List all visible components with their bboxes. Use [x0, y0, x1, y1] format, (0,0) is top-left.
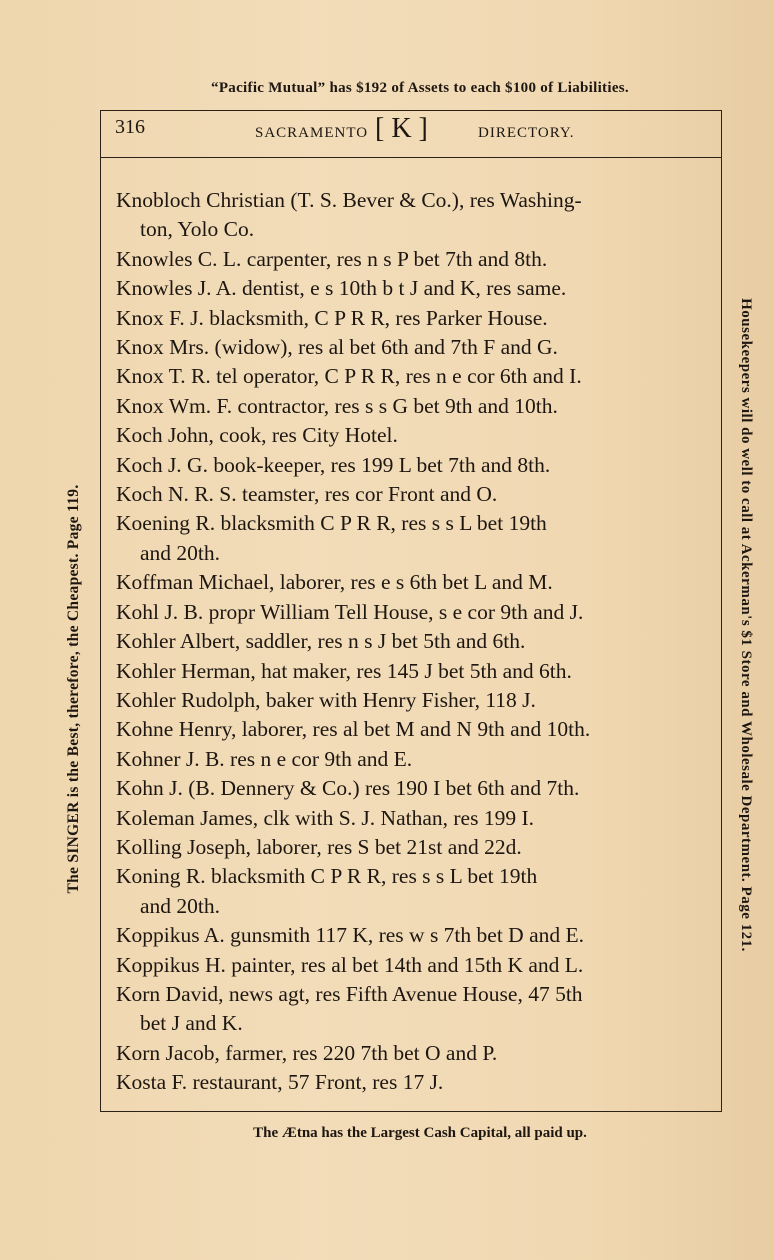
directory-entry [116, 804, 716, 833]
entry-continuation-line: and 20th. [140, 540, 221, 565]
entry-continuation-line: and 20th. [140, 893, 221, 918]
entry-line: Kohler Albert, saddler, res n s J bet 5th and 6th. [116, 629, 526, 654]
directory-entry [116, 362, 716, 391]
entry-line: Kosta F. restaurant, 57 Front, res 17 J. [116, 1070, 444, 1095]
directory-entry [116, 1068, 716, 1097]
header-rule [100, 157, 722, 158]
entry-line: Koch N. R. S. teamster, res cor Front and O. [116, 482, 498, 507]
directory-entry [116, 627, 716, 656]
directory-entry [116, 392, 716, 421]
entry-continuation-line: ton, Yolo Co. [140, 217, 255, 242]
directory-entry [116, 186, 716, 245]
directory-entry [116, 304, 716, 333]
directory-entry [116, 451, 716, 480]
entry-line: Kohler Herman, hat maker, res 145 J bet 5th and 6th. [116, 658, 572, 683]
entry-line: Kohler Rudolph, baker with Henry Fisher, 118 J. [116, 687, 536, 712]
entry-line: Knowles J. A. dentist, e s 10th b t J and K, res same. [116, 276, 567, 301]
entry-continuation-line: bet J and K. [140, 1011, 243, 1036]
entry-line: Knox Mrs. (widow), res al bet 6th and 7th F and G. [116, 335, 558, 360]
entry-line: Koch J. G. book-keeper, res 199 L bet 7th and 8th. [116, 452, 551, 477]
directory-entry [116, 421, 716, 450]
entry-line: Kohner J. B. res n e cor 9th and E. [116, 746, 413, 771]
directory-entry [116, 951, 716, 980]
directory-entry [116, 921, 716, 950]
entry-line: Kohl J. B. propr William Tell House, s e cor 9th and J. [116, 599, 584, 624]
bottom-advertisement: The Ætna has the Largest Cash Capital, all paid up. [253, 1125, 587, 1141]
directory-entry [116, 862, 716, 921]
entry-line: Knobloch Christian (T. S. Bever & Co.), res Washing- [116, 188, 582, 212]
entry-line: Knowles C. L. carpenter, res n s P bet 7th and 8th. [116, 246, 548, 271]
directory-entry [116, 657, 716, 686]
entry-line: Korn David, news agt, res Fifth Avenue House, 47 5th [116, 981, 583, 1006]
directory-entry [116, 980, 716, 1039]
entry-line: Koleman James, clk with S. J. Nathan, res 199 I. [116, 805, 534, 830]
header-city: SACRAMENTO [255, 125, 369, 141]
directory-entry [116, 509, 716, 568]
header-letter: [ K ] [375, 113, 428, 144]
entry-line: Kohne Henry, laborer, res al bet M and N 9th and 10th. [116, 717, 591, 742]
directory-entry [116, 686, 716, 715]
directory-entry [116, 1039, 716, 1068]
entry-line: Knox F. J. blacksmith, C P R R, res Parker House. [116, 305, 548, 330]
entry-line: Koppikus H. painter, res al bet 14th and 15th K and L. [116, 952, 584, 977]
directory-entry [116, 245, 716, 274]
directory-entry [116, 568, 716, 597]
directory-entry [116, 333, 716, 362]
top-advertisement: “Pacific Mutual” has $192 of Assets to each $100 of Liabilities. [211, 80, 629, 96]
entry-line: Korn Jacob, farmer, res 220 7th bet O and P. [116, 1040, 498, 1065]
entry-line: Knox T. R. tel operator, C P R R, res n e cor 6th and I. [116, 364, 582, 389]
page-number: 316 [115, 116, 145, 138]
directory-entries [116, 186, 716, 1098]
entry-line: Koning R. blacksmith C P R R, res s s L bet 19th [116, 864, 538, 889]
directory-entry [116, 745, 716, 774]
entry-line: Koch John, cook, res City Hotel. [116, 423, 398, 448]
directory-entry [116, 480, 716, 509]
directory-entry [116, 715, 716, 744]
entry-line: Knox Wm. F. contractor, res s s G bet 9th and 10th. [116, 393, 558, 418]
header-directory: DIRECTORY. [478, 125, 575, 141]
entry-line: Koffman Michael, laborer, res e s 6th bet L and M. [116, 570, 553, 595]
left-advertisement: The SINGER is the Best, therefore, the Cheapest. Page 119. [65, 484, 82, 894]
entry-line: Kohn J. (B. Dennery & Co.) res 190 I bet 6th and 7th. [116, 776, 580, 801]
directory-entry [116, 598, 716, 627]
directory-entry [116, 833, 716, 862]
entry-line: Kolling Joseph, laborer, res S bet 21st and 22d. [116, 834, 522, 859]
right-advertisement: Housekeepers will do well to call at Ackerman's $1 Store and Wholesale Department. Page 121. [738, 298, 754, 952]
entry-line: Koening R. blacksmith C P R R, res s s L bet 19th [116, 511, 547, 536]
directory-entry [116, 774, 716, 803]
directory-entry [116, 274, 716, 303]
entry-line: Koppikus A. gunsmith 117 K, res w s 7th bet D and E. [116, 923, 585, 948]
